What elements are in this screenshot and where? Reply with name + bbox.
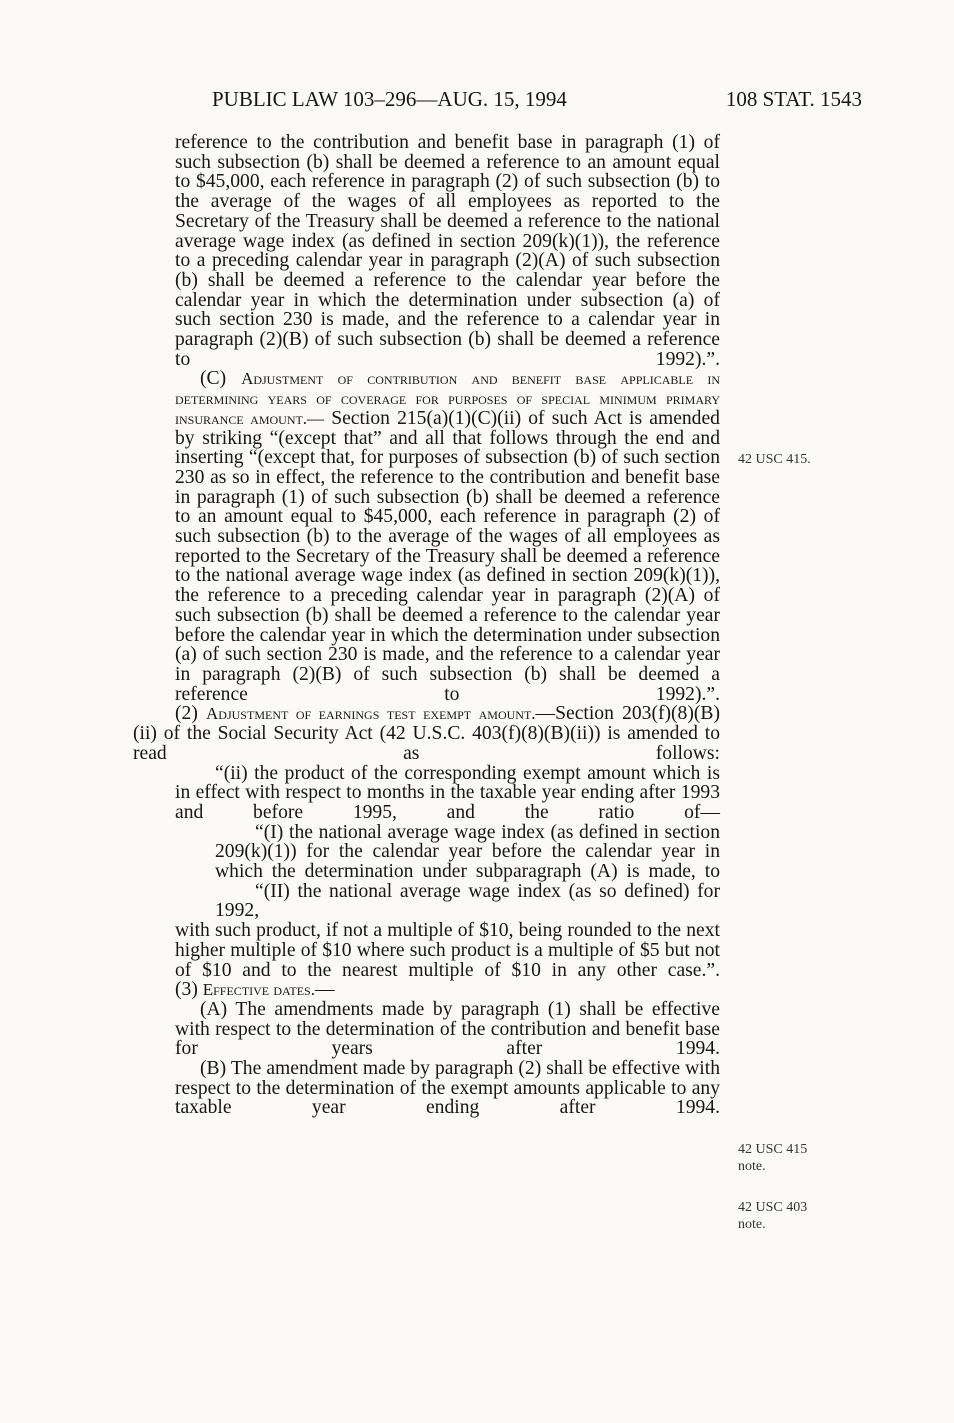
subparagraph-A: (A) The amendments made by paragraph (1) shall be effective with respect to the determination of the contribution and benefit base for years after 1994. (175, 998, 720, 1060)
paragraph-3-dash: — (314, 979, 335, 1001)
margin-note-suffix: note. (738, 1217, 766, 1232)
margin-note-suffix: note. (738, 1159, 766, 1174)
subparagraph-c-heading: Adjustment of contribution and benefit base applicable in determining years of coverage for purposes of special minimum primary insurance amount.— (175, 369, 720, 428)
margin-note-42-usc-415-note (738, 1141, 848, 1175)
clause-ii: “(ii) the product of the corresponding exempt amount which is in effect with respect to months in the taxable year ending after 1993 and before 1995, and the ratio of— (175, 762, 720, 823)
page-header (212, 87, 862, 117)
continuation-paragraph: reference to the contribution and benefit base in paragraph (1) of such subsection (b) shall be deemed a reference to an amount equal to $45,000, each reference in paragraph (2) of such subsection (b) to the average of the wages of all employees as reported to the Secretary of the Treasury shall be deemed a reference to the national average wage index (as defined in section 209(k)(1)), the reference to a preceding calendar year in paragraph (2)(A) of such subsection (b) shall be deemed a reference to the calendar year before the calendar year in which the determination under subsection (a) of such section 230 is made, and the reference to a calendar year in paragraph (2)(B) of such subsection (b) shall be deemed a reference to 1992).”. (175, 132, 720, 370)
paragraph-3-heading: Effective dates. (202, 980, 315, 1000)
subparagraph-B: (B) The amendment made by paragraph (2) shall be effective with respect to the determination of the exempt amounts applicable to any taxable year ending after 1994. (175, 1058, 720, 1119)
paragraph-2-prefix: (2) (175, 703, 207, 725)
subclause-I: “(I) the national average wage index (as defined in section 209(k)(1)) for the calendar year before the calendar year in which the determination under subparagraph (A) is made, to (215, 821, 720, 883)
paragraph-2-body: —Section 203(f)(8)(B)(ii) of the Social Security Act (42 U.S.C. 403(f)(8)(B)(ii)) is amended to read as follows: (133, 703, 721, 764)
margin-note-42-usc-403-note (738, 1199, 848, 1233)
margin-note-citation: 42 USC 415 (738, 1142, 808, 1157)
margin-note-42-usc-415: 42 USC 415. (738, 452, 811, 467)
paragraph-2-heading: Adjustment of earnings test exempt amount. (206, 704, 536, 724)
statute-body (0, 133, 954, 1118)
subclause-II: “(II) the national average wage index (as so defined) for 1992, (215, 880, 720, 922)
header-stat-page: 108 STAT. 1543 (725, 87, 862, 111)
subparagraph-c-prefix: (C) (200, 368, 242, 390)
subparagraph-c (175, 369, 720, 704)
header-law-citation: PUBLIC LAW 103–296—AUG. 15, 1994 (212, 87, 567, 111)
paragraph-3-prefix: (3) (175, 979, 203, 1001)
margin-note-citation: 42 USC 403 (738, 1200, 808, 1215)
with-clause: with such product, if not a multiple of $10, being rounded to the next higher multiple of $10 where such product is a multiple of $5 but not of $10 and to the nearest multiple of $10 in any other case.”. (175, 920, 720, 981)
subparagraph-c-body: Section 215(a)(1)(C)(ii) of such Act is amended by striking “(except that” and all that follows through the end and inserting “(except that, for purposes of subsection (b) of such section 230 as so in effect, the reference to the contribution and benefit base in paragraph (1) of such subsection (b) shall be deemed a reference to an amount equal to $45,000, each reference in paragraph (2) of such subsection (b) to the average of the wages of all employees as reported to the Secretary of the Treasury shall be deemed a reference to the national average wage index (as defined in section 209(k)(1)), the reference to a preceding calendar year in paragraph (2)(A) of such subsection (b) shall be deemed a reference to the calendar year before the calendar year in which the determination under subsection (a) of such section 230 is made, and the reference to a calendar year in paragraph (2)(B) of such subsection (b) shall be deemed a reference to 1992).”. (175, 407, 720, 705)
paragraph-2 (133, 704, 720, 763)
paragraph-3 (175, 980, 720, 1000)
